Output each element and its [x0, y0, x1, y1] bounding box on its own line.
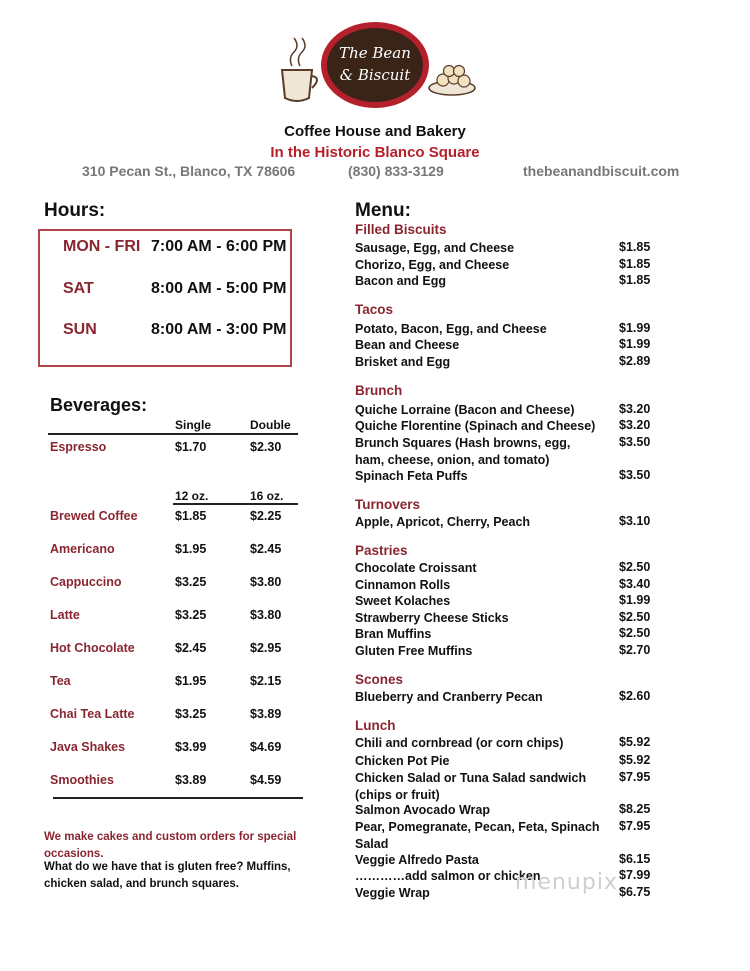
menu-item-name: Veggie Alfredo Pasta: [355, 853, 479, 867]
hours-day: SAT: [63, 280, 94, 297]
hours-box: [38, 229, 292, 367]
menu-category-heading: Tacos: [355, 302, 394, 317]
menu-item-name: …………add salmon or chicken: [355, 869, 541, 883]
menu-item-price: $8.25: [619, 802, 651, 816]
menu-item-name: Cinnamon Rolls: [355, 578, 451, 592]
menu-item-name: Quiche Lorraine (Bacon and Cheese): [355, 403, 575, 417]
menu-item-name: Bacon and Egg: [355, 274, 446, 288]
menu-item-name: Bean and Cheese: [355, 338, 460, 352]
menu-item-price: $7.99: [619, 868, 651, 882]
beverage-price: $1.70: [175, 440, 207, 454]
beverage-price: $3.25: [175, 575, 207, 589]
column-header-16oz: 16 oz.: [250, 489, 284, 503]
menu-item-price: $1.99: [619, 337, 651, 351]
beverage-name: Brewed Coffee: [50, 509, 138, 523]
website-link[interactable]: thebeanandbiscuit.com: [523, 163, 680, 179]
beverage-name: Java Shakes: [50, 740, 126, 754]
menu-item-name: Gluten Free Muffins: [355, 644, 473, 658]
menu-item-price: $5.92: [619, 735, 651, 749]
menu-item-price: $2.89: [619, 354, 651, 368]
beverage-price: $3.89: [175, 773, 207, 787]
beverage-name: Espresso: [50, 440, 107, 454]
beverage-price: $1.95: [175, 674, 207, 688]
tagline: In the Historic Blanco Square: [270, 144, 480, 161]
subtitle: Coffee House and Bakery: [284, 123, 466, 140]
menu-item-price: $2.70: [619, 643, 651, 657]
menu-item-name: Spinach Feta Puffs: [355, 469, 468, 483]
menu-item-price: $1.85: [619, 240, 651, 254]
menu-item-price: $7.95: [619, 770, 651, 784]
beverage-price: $2.45: [175, 641, 207, 655]
beverage-price: $2.25: [250, 509, 282, 523]
menu-item-name: Chili and cornbread (or corn chips): [355, 736, 564, 750]
menu-item-name: Chocolate Croissant: [355, 561, 477, 575]
hours-day: MON - FRI: [63, 238, 141, 255]
gluten-free-note: What do we have that is gluten free? Muffins, chicken salad, and brunch squares.: [44, 861, 291, 890]
beverage-price: $1.95: [175, 542, 207, 556]
menu-item-name: Sausage, Egg, and Cheese: [355, 241, 515, 255]
menu-item-name: Sweet Kolaches: [355, 594, 451, 608]
menu-item-name: Chorizo, Egg, and Cheese: [355, 258, 510, 272]
menu-item-price: $6.15: [619, 852, 651, 866]
menu-item-name: Salmon Avocado Wrap: [355, 803, 490, 817]
divider: [48, 433, 298, 435]
menu-item-name: Chicken Salad or Tuna Salad sandwich (chips or fruit): [355, 771, 587, 802]
menu-item-price: $3.20: [619, 402, 651, 416]
hours-time: 7:00 AM - 6:00 PM: [151, 238, 287, 255]
menu-item-name: Veggie Wrap: [355, 886, 430, 900]
column-header-double: Double: [250, 418, 291, 432]
beverage-price: $2.45: [250, 542, 282, 556]
menu-heading: Menu:: [355, 200, 411, 221]
watermark: menupix: [515, 870, 618, 895]
beverage-name: Americano: [50, 542, 115, 556]
beverage-price: $3.80: [250, 575, 282, 589]
menu-category-heading: Scones: [355, 672, 404, 687]
divider: [53, 797, 303, 799]
menu-item-name: Brunch Squares (Hash browns, egg, ham, cheese, onion, and tomato): [355, 436, 571, 467]
menu-item-price: $3.20: [619, 418, 651, 432]
menu-item-price: $2.50: [619, 610, 651, 624]
menu-item-price: $6.75: [619, 885, 651, 899]
beverage-price: $4.69: [250, 740, 282, 754]
coffee-cup-icon: [282, 38, 317, 101]
menu-item-name: Apple, Apricot, Cherry, Peach: [355, 515, 531, 529]
logo: [280, 20, 480, 110]
column-header-12oz: 12 oz.: [175, 489, 209, 503]
beverage-name: Latte: [50, 608, 80, 622]
menu-item-price: $1.99: [619, 593, 651, 607]
beverages-heading: Beverages:: [50, 395, 148, 415]
menu-category-heading: Filled Biscuits: [355, 222, 447, 237]
beverage-price: $3.89: [250, 707, 282, 721]
address: 310 Pecan St., Blanco, TX 78606: [82, 163, 296, 179]
hours-heading: Hours:: [44, 200, 106, 221]
menu-item-name: Chicken Pot Pie: [355, 754, 450, 768]
beverage-name: Hot Chocolate: [50, 641, 135, 655]
menu-category-heading: Brunch: [355, 383, 403, 398]
menu-item-name: Brisket and Egg: [355, 355, 451, 369]
beverage-price: $3.25: [175, 608, 207, 622]
beverage-price: $3.99: [175, 740, 207, 754]
menu-item-price: $3.50: [619, 468, 651, 482]
custom-orders-note: We make cakes and custom orders for special occasions.: [44, 831, 297, 860]
menu-item-price: $5.92: [619, 753, 651, 767]
menu-item-price: $2.50: [619, 626, 651, 640]
menu-item-price: $1.99: [619, 321, 651, 335]
beverage-name: Cappuccino: [50, 575, 122, 589]
hours-time: 8:00 AM - 5:00 PM: [151, 280, 287, 297]
beverage-price: $3.80: [250, 608, 282, 622]
hours-day: SUN: [63, 321, 97, 338]
logo-line1: The Bean: [339, 44, 411, 62]
beverage-price: $2.30: [250, 440, 282, 454]
menu-item-name: Bran Muffins: [355, 627, 432, 641]
phone[interactable]: (830) 833-3129: [348, 163, 444, 179]
menu-item-price: $1.85: [619, 257, 651, 271]
menu-item-name: Strawberry Cheese Sticks: [355, 611, 509, 625]
menu-item-price: $3.10: [619, 514, 651, 528]
menu-item-price: $1.85: [619, 273, 651, 287]
menu-item-name: Potato, Bacon, Egg, and Cheese: [355, 322, 547, 336]
beverage-name: Tea: [50, 674, 71, 688]
menu-item-price: $7.95: [619, 819, 651, 833]
hours-time: 8:00 AM - 3:00 PM: [151, 321, 287, 338]
biscuits-icon: [429, 66, 475, 96]
menu-item-name: Quiche Florentine (Spinach and Cheese): [355, 419, 596, 433]
menu-item-name: Blueberry and Cranberry Pecan: [355, 690, 543, 704]
menu-item-name: Pear, Pomegranate, Pecan, Feta, Spinach Salad: [355, 820, 600, 851]
menu-item-price: $3.40: [619, 577, 651, 591]
menu-category-heading: Turnovers: [355, 497, 421, 512]
menu-item-price: $3.50: [619, 435, 651, 449]
logo-line2: & Biscuit: [339, 66, 411, 84]
menu-item-price: $2.50: [619, 560, 651, 574]
menu-item-price: $2.60: [619, 689, 651, 703]
beverage-price: $4.59: [250, 773, 282, 787]
beverage-name: Smoothies: [50, 773, 114, 787]
menu-category-heading: Pastries: [355, 543, 408, 558]
beverage-name: Chai Tea Latte: [50, 707, 135, 721]
menu-category-heading: Lunch: [355, 718, 396, 733]
beverage-price: $2.15: [250, 674, 282, 688]
divider: [173, 503, 298, 505]
beverage-price: $2.95: [250, 641, 282, 655]
beverage-price: $3.25: [175, 707, 207, 721]
beverage-price: $1.85: [175, 509, 207, 523]
column-header-single: Single: [175, 418, 212, 432]
